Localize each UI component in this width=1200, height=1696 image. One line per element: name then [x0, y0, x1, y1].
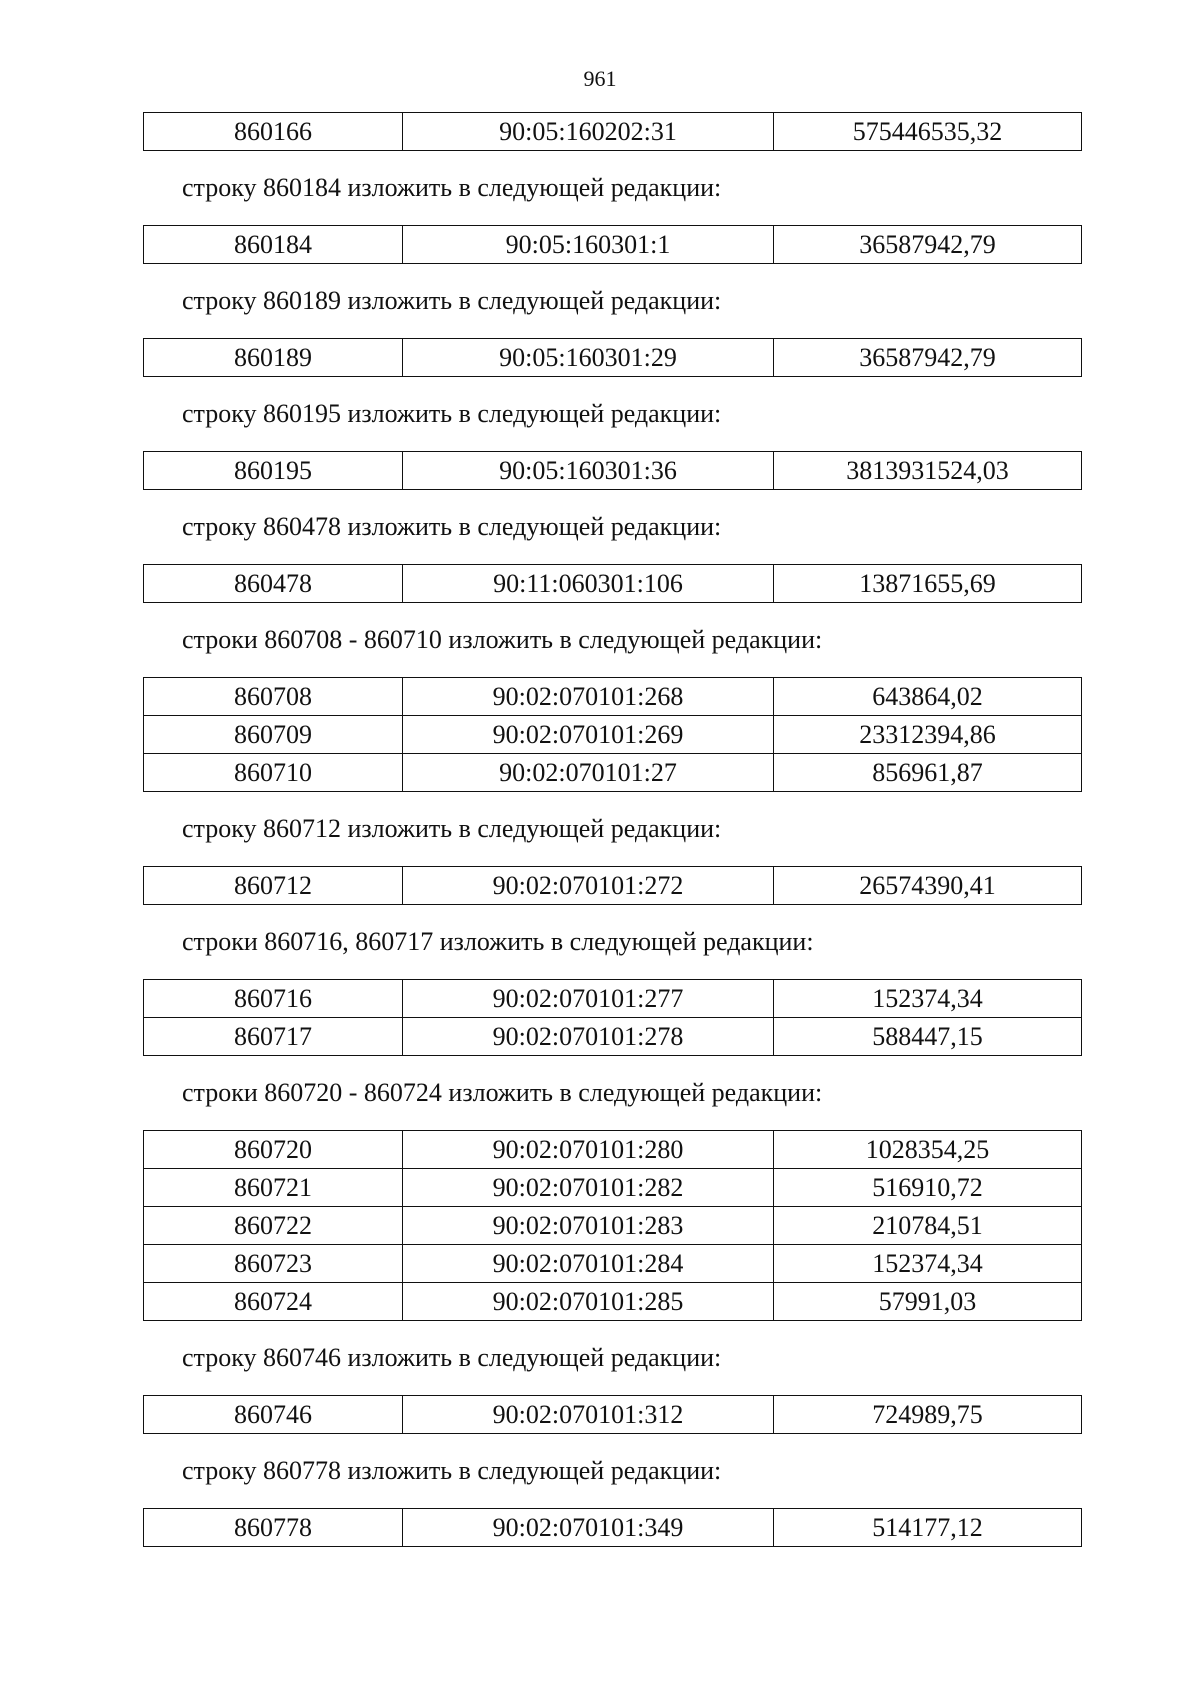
row-number-cell: 860708 — [144, 678, 403, 716]
amendment-block — [143, 377, 1081, 490]
value-cell: 856961,87 — [774, 754, 1082, 792]
table-row — [144, 339, 1082, 377]
table-row — [144, 565, 1082, 603]
amendment-instruction: строку 860712 изложить в следующей редакции: — [182, 814, 722, 843]
table-row — [144, 1396, 1082, 1434]
table-row — [144, 1207, 1082, 1245]
row-number-cell: 860724 — [144, 1283, 403, 1321]
cadastral-number-cell: 90:02:070101:277 — [403, 980, 774, 1018]
amendment-block — [143, 151, 1081, 264]
table-row — [144, 1283, 1082, 1321]
row-number-cell: 860189 — [144, 339, 403, 377]
table-row — [144, 1018, 1082, 1056]
table-row — [144, 754, 1082, 792]
page-number: 961 — [583, 66, 617, 91]
table-row — [144, 716, 1082, 754]
cadastral-number-cell: 90:02:070101:283 — [403, 1207, 774, 1245]
amendment-table — [143, 112, 1082, 151]
amendment-block — [143, 112, 1081, 151]
value-cell: 643864,02 — [774, 678, 1082, 716]
table-row — [144, 1131, 1082, 1169]
value-cell: 514177,12 — [774, 1509, 1082, 1547]
amendment-table — [143, 1508, 1082, 1547]
cadastral-number-cell: 90:02:070101:282 — [403, 1169, 774, 1207]
row-number-cell: 860720 — [144, 1131, 403, 1169]
table-row — [144, 1245, 1082, 1283]
amendment-instruction: строку 860184 изложить в следующей редакции: — [182, 173, 722, 202]
cadastral-number-cell: 90:05:160301:29 — [403, 339, 774, 377]
amendment-instruction: строку 860778 изложить в следующей редакции: — [182, 1456, 722, 1485]
amendment-block — [143, 905, 1081, 1056]
amendment-instruction: строку 860478 изложить в следующей редакции: — [182, 512, 722, 541]
table-row — [144, 678, 1082, 716]
value-cell: 210784,51 — [774, 1207, 1082, 1245]
row-number-cell: 860184 — [144, 226, 403, 264]
amendment-table — [143, 677, 1082, 792]
cadastral-number-cell: 90:02:070101:312 — [403, 1396, 774, 1434]
value-cell: 152374,34 — [774, 980, 1082, 1018]
cadastral-number-cell: 90:02:070101:280 — [403, 1131, 774, 1169]
cadastral-number-cell: 90:02:070101:27 — [403, 754, 774, 792]
value-cell: 26574390,41 — [774, 867, 1082, 905]
table-row — [144, 452, 1082, 490]
row-number-cell: 860721 — [144, 1169, 403, 1207]
cadastral-number-cell: 90:02:070101:278 — [403, 1018, 774, 1056]
cadastral-number-cell: 90:05:160301:36 — [403, 452, 774, 490]
value-cell: 516910,72 — [774, 1169, 1082, 1207]
value-cell: 724989,75 — [774, 1396, 1082, 1434]
amendment-instruction: строки 860720 - 860724 изложить в следующей редакции: — [182, 1078, 823, 1107]
value-cell: 588447,15 — [774, 1018, 1082, 1056]
amendment-block — [143, 1321, 1081, 1434]
cadastral-number-cell: 90:02:070101:268 — [403, 678, 774, 716]
amendment-table — [143, 451, 1082, 490]
cadastral-number-cell: 90:05:160202:31 — [403, 113, 774, 151]
row-number-cell: 860478 — [144, 565, 403, 603]
table-row — [144, 980, 1082, 1018]
cadastral-number-cell: 90:05:160301:1 — [403, 226, 774, 264]
row-number-cell: 860716 — [144, 980, 403, 1018]
amendment-table — [143, 866, 1082, 905]
row-number-cell: 860709 — [144, 716, 403, 754]
cadastral-number-cell: 90:02:070101:284 — [403, 1245, 774, 1283]
value-cell: 3813931524,03 — [774, 452, 1082, 490]
row-number-cell: 860722 — [144, 1207, 403, 1245]
amendment-block — [143, 1056, 1081, 1321]
amendment-table — [143, 1130, 1082, 1321]
table-row — [144, 113, 1082, 151]
document-body — [143, 112, 1081, 1547]
row-number-cell: 860710 — [144, 754, 403, 792]
amendment-instruction: строку 860746 изложить в следующей редакции: — [182, 1343, 722, 1372]
value-cell: 575446535,32 — [774, 113, 1082, 151]
value-cell: 57991,03 — [774, 1283, 1082, 1321]
amendment-instruction: строки 860716, 860717 изложить в следующей редакции: — [182, 927, 814, 956]
row-number-cell: 860712 — [144, 867, 403, 905]
row-number-cell: 860166 — [144, 113, 403, 151]
table-row — [144, 867, 1082, 905]
amendment-table — [143, 979, 1082, 1056]
cadastral-number-cell: 90:02:070101:285 — [403, 1283, 774, 1321]
row-number-cell: 860778 — [144, 1509, 403, 1547]
value-cell: 23312394,86 — [774, 716, 1082, 754]
amendment-instruction: строку 860189 изложить в следующей редакции: — [182, 286, 722, 315]
row-number-cell: 860195 — [144, 452, 403, 490]
table-row — [144, 226, 1082, 264]
amendment-table — [143, 1395, 1082, 1434]
cadastral-number-cell: 90:02:070101:349 — [403, 1509, 774, 1547]
row-number-cell: 860723 — [144, 1245, 403, 1283]
amendment-block — [143, 603, 1081, 792]
amendment-block — [143, 490, 1081, 603]
amendment-block — [143, 792, 1081, 905]
amendment-table — [143, 225, 1082, 264]
cadastral-number-cell: 90:11:060301:106 — [403, 565, 774, 603]
amendment-block — [143, 1434, 1081, 1547]
value-cell: 152374,34 — [774, 1245, 1082, 1283]
cadastral-number-cell: 90:02:070101:272 — [403, 867, 774, 905]
value-cell: 1028354,25 — [774, 1131, 1082, 1169]
table-row — [144, 1509, 1082, 1547]
amendment-block — [143, 264, 1081, 377]
value-cell: 36587942,79 — [774, 226, 1082, 264]
value-cell: 13871655,69 — [774, 565, 1082, 603]
table-row — [144, 1169, 1082, 1207]
amendment-table — [143, 338, 1082, 377]
cadastral-number-cell: 90:02:070101:269 — [403, 716, 774, 754]
amendment-table — [143, 564, 1082, 603]
row-number-cell: 860717 — [144, 1018, 403, 1056]
value-cell: 36587942,79 — [774, 339, 1082, 377]
amendment-instruction: строку 860195 изложить в следующей редакции: — [182, 399, 722, 428]
row-number-cell: 860746 — [144, 1396, 403, 1434]
amendment-instruction: строки 860708 - 860710 изложить в следующей редакции: — [182, 625, 823, 654]
